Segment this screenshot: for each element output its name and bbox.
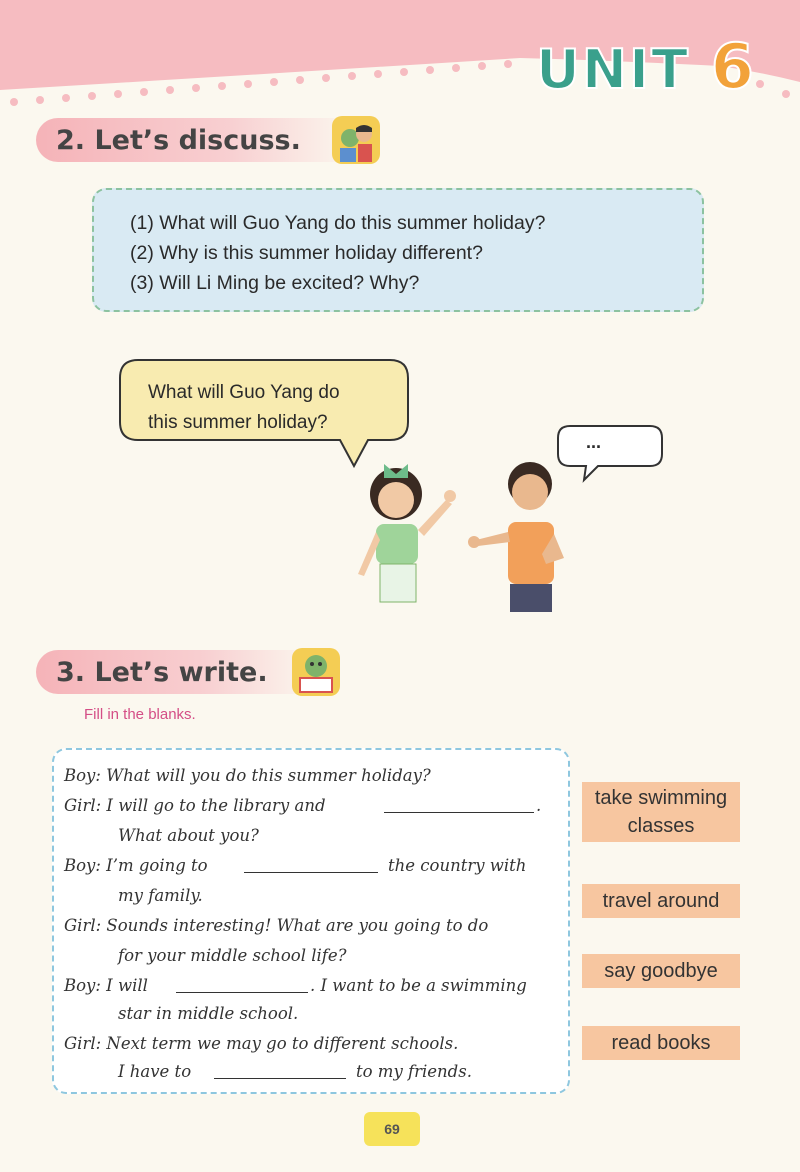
boy-figure <box>468 462 564 612</box>
discussion-questions <box>92 188 704 312</box>
dialogue-line-11: I have to <box>118 1062 192 1081</box>
dialogue-line-2: Girl: I will go to the library and <box>64 796 326 815</box>
question-3: (3) Will Li Ming be excited? Why? <box>130 272 420 294</box>
dialogue-line-11-end: to my friends. <box>356 1062 472 1081</box>
write-instruction: Fill in the blanks. <box>84 706 196 723</box>
unit-number: 6 <box>710 30 756 103</box>
discuss-mascot-icon <box>332 116 380 164</box>
dialogue-line-9: star in middle school. <box>118 1004 299 1023</box>
dialogue-line-3: What about you? <box>118 826 259 845</box>
option-say-goodbye: say goodbye <box>582 954 740 988</box>
blank-4[interactable] <box>214 1078 346 1079</box>
dialogue-line-1: Boy: What will you do this summer holiday? <box>64 766 431 785</box>
dialogue-line-6: Girl: Sounds interesting! What are you going to do <box>64 916 489 935</box>
option-travel-around: travel around <box>582 884 740 918</box>
dialogue-line-8: Boy: I will <box>64 976 148 995</box>
write-section-title: 3. Let’s write. <box>56 656 268 688</box>
girl-speech-text <box>148 378 408 438</box>
dialogue-line-5: my family. <box>118 886 203 905</box>
option-take-swimming-classes: take swimming classes <box>582 782 740 842</box>
dialogue-line-2-end: . <box>536 796 542 815</box>
blank-1[interactable] <box>384 812 534 813</box>
write-mascot-icon <box>292 648 340 696</box>
write-section-header <box>36 650 316 694</box>
option-read-books: read books <box>582 1026 740 1060</box>
boy-speech-bubble <box>556 424 666 480</box>
children-illustration <box>350 454 570 616</box>
question-1: (1) What will Guo Yang do this summer holiday? <box>130 212 546 234</box>
blank-3[interactable] <box>176 992 308 993</box>
girl-figure <box>358 464 456 602</box>
blank-2[interactable] <box>244 872 378 873</box>
dialogue-line-4: Boy: I’m going to <box>64 856 208 875</box>
dialogue-line-7: for your middle school life? <box>118 946 347 965</box>
girl-speech-line-1: What will Guo Yang do <box>148 382 340 403</box>
discuss-section-title: 2. Let’s discuss. <box>56 124 301 156</box>
boy-speech-text: ... <box>586 432 602 452</box>
dialogue-line-10: Girl: Next term we may go to different schools. <box>64 1034 459 1053</box>
page-number: 69 <box>364 1112 420 1146</box>
question-2: (2) Why is this summer holiday different? <box>130 242 483 264</box>
girl-speech-line-2: this summer holiday? <box>148 412 328 433</box>
dialogue-line-8-end: . I want to be a swimming <box>310 976 527 995</box>
unit-word: UNIT <box>536 38 690 101</box>
unit-title <box>536 30 756 103</box>
dialogue-line-4-end: the country with <box>388 856 527 875</box>
discuss-section-header <box>36 118 356 162</box>
